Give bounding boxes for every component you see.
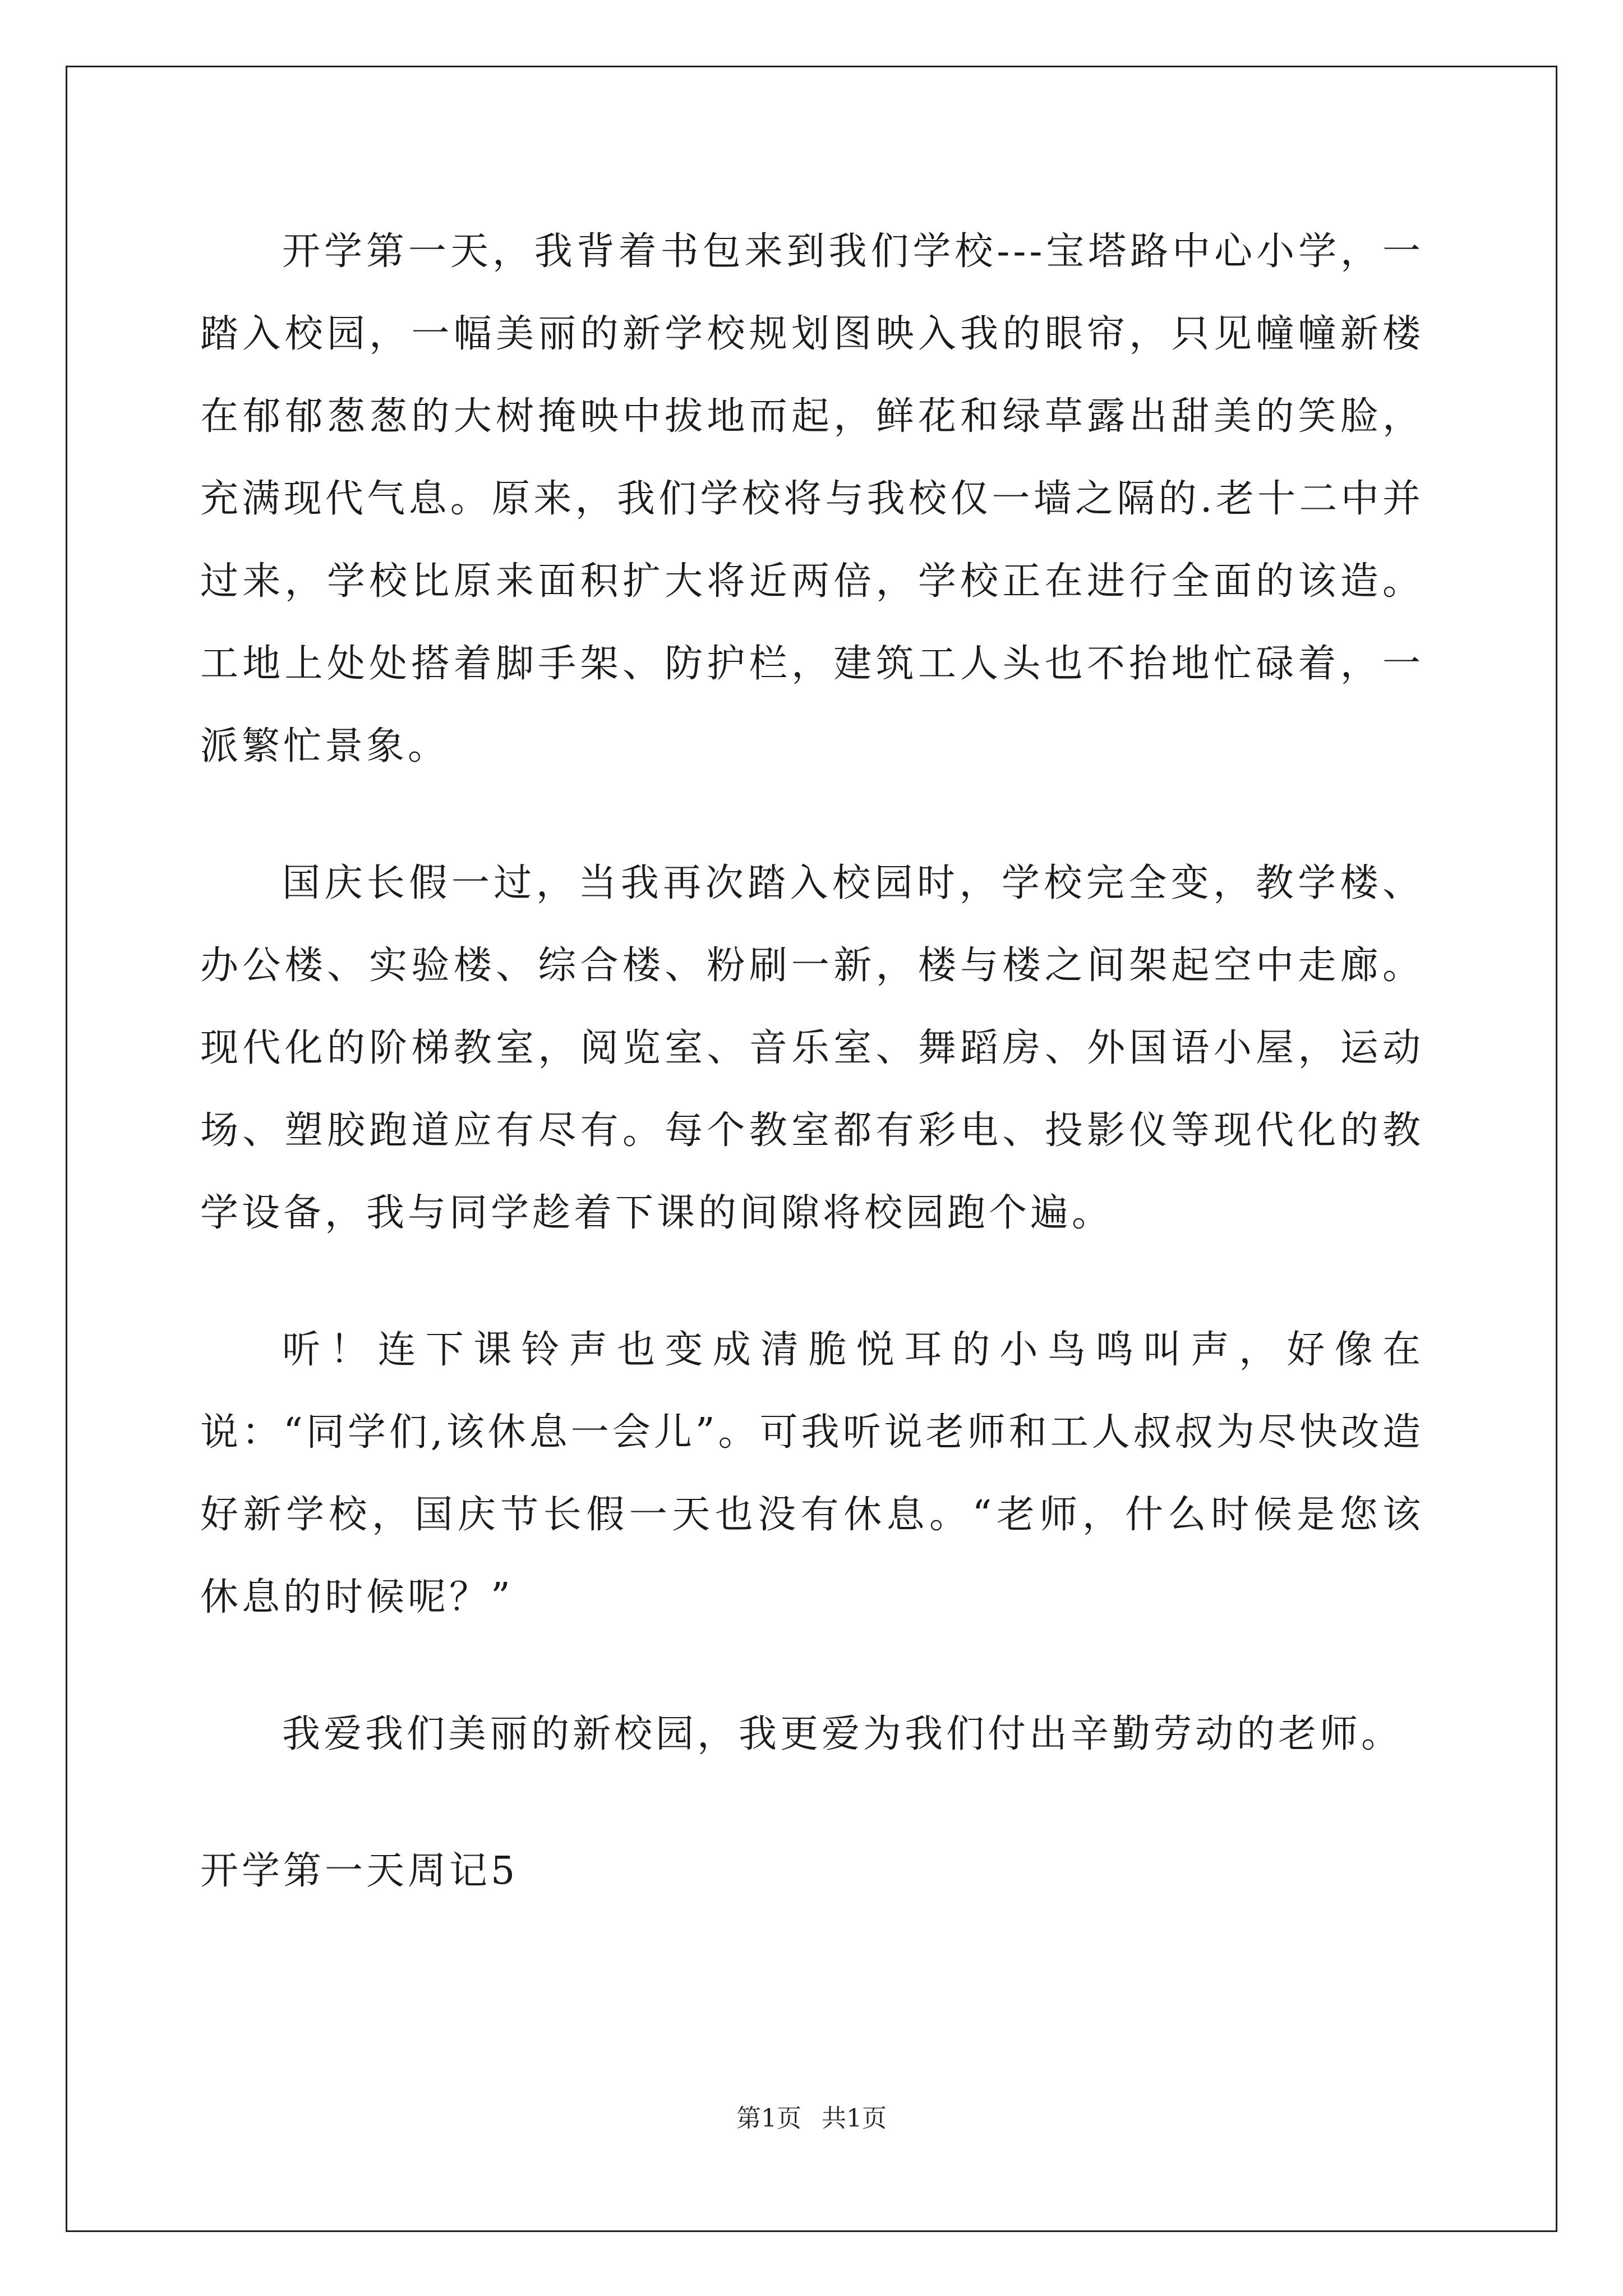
paragraph-3: 听！连下课铃声也变成清脆悦耳的小鸟鸣叫声，好像在说：“同学们,该休息一会儿”。可我听说老师和工人叔叔为尽快改造好新学校，国庆节长假一天也没有休息。“老师，什么时候是您该休息的时候呢？” (200, 1328, 1424, 1619)
page-footer (0, 2098, 1623, 2134)
paragraph-2: 国庆长假一过，当我再次踏入校园时，学校完全变，教学楼、办公楼、实验楼、综合楼、粉刷一新，楼与楼之间架起空中走廊。现代化的阶梯教室，阅览室、音乐室、舞蹈房、外国语小屋，运动场、塑胶跑道应有尽有。每个教室都有彩电、投影仪等现代化的教学设备，我与同学趁着下课的间隙将校园跑个遍。 (200, 861, 1424, 1235)
paragraph-4: 我爱我们美丽的新校园，我更爱为我们付出辛勤劳动的老师。 (282, 1712, 1403, 1756)
document-body (200, 210, 1424, 1912)
page-number-current: 第1页 (736, 2104, 801, 2133)
paragraph-1: 开学第一天，我背着书包来到我们学校---宝塔路中心小学，一踏入校园，一幅美丽的新学校规划图映入我的眼帘，只见幢幢新楼在郁郁葱葱的大树掩映中拔地而起，鲜花和绿草露出甜美的笑脸，充满现代气息。原来，我们学校将与我校仅一墙之隔的.老十二中并过来，学校比原来面积扩大将近两倍，学校正在进行全面的该造。工地上处处搭着脚手架、防护栏，建筑工人头也不抬地忙碌着，一派繁忙景象。 (200, 229, 1424, 769)
page-number-total: 共1页 (822, 2104, 887, 2133)
section-heading: 开学第一天周记5 (200, 1849, 519, 1893)
